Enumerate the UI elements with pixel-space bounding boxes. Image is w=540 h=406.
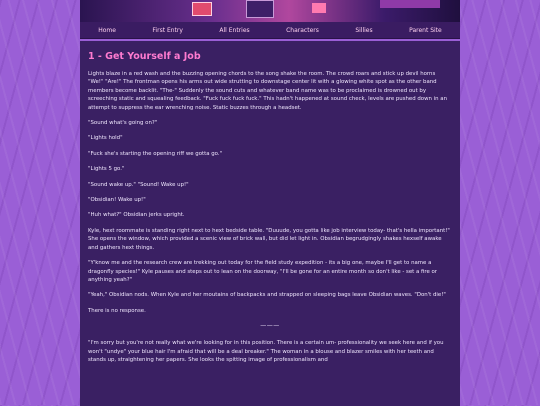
paragraph: "Yeah," Obsidian nods. When Kyle and her moutains of backpacks and strapped on sleeping bags leave Obsidian waves. "Don't die!" <box>88 292 446 299</box>
nav-characters[interactable]: Characters <box>286 26 319 34</box>
main-nav <box>80 22 460 39</box>
header-banner-image <box>80 0 460 22</box>
nav-sillies[interactable]: Sillies <box>355 26 373 34</box>
nav-home[interactable]: Home <box>98 26 116 34</box>
chapter-title: 1 - Get Yourself a Job <box>88 51 201 62</box>
paragraph: "Lights 5 go." <box>88 166 125 173</box>
paragraph: "Sound wake up." "Sound! Wake up!" <box>88 181 189 188</box>
paragraph: "Huh what?" Obsidian jerks upright. <box>88 212 185 219</box>
paragraph: Kyle, hext roommate is standing right next to hext bedside table. "Duuude, you gotta like job interview today- that's hella important!" She opens the window, which provided a scenic view of brick wall, but did let light in. Obsidian begrudgingly shakes hexself awake and gathers hext things. <box>88 227 450 251</box>
chapter-content <box>80 41 460 406</box>
paragraph: "Lights hold" <box>88 135 123 142</box>
paragraph: "Sound what's going on?" <box>88 120 158 127</box>
nav-first-entry[interactable]: First Entry <box>152 26 183 34</box>
section-divider: ——— <box>260 322 280 330</box>
paragraph: There is no response. <box>88 307 146 314</box>
nav-all-entries[interactable]: All Entries <box>219 26 250 34</box>
paragraph: "Fuck she's starting the opening riff we gotta go." <box>88 150 223 157</box>
neon-sign-decoration <box>312 3 326 13</box>
paragraph: "Y'know me and the research crew are trekking out today for the field study expedition - its a big one, maybe I'll get to name a dragonfly species!" Kyle pauses and steps out to lean on the doorway, "I'll be gone for an entire month so don't like - set a fire or anything yeah?" <box>88 260 438 283</box>
neon-sign-decoration <box>192 2 212 16</box>
neon-sign-decoration <box>380 0 440 8</box>
paragraph: "I'm sorry but you're not really what we're looking for in this position. There is a certain um- professionality we seek here and if you won't "undye" your blue hair I'm afraid that will be a deal breaker." The woman in a blouse and blazer smiles with her teeth and stands up, straightening her papers. She looks the spitting image of professionalism and <box>88 340 444 363</box>
nav-parent-site[interactable]: Parent Site <box>409 26 442 34</box>
page-wrapper <box>80 0 460 405</box>
paragraph: Lights blaze in a red wash and the buzzing opening chords to the song shake the room. The crowd roars and stick up devil horns "We!" "Are!" The frontman opens his arms out wide strutting to downstage center lit with a glowing white spot as the other band members become backlit. "The-" Suddenly the sound cuts and whatever band name was to be proclaimed is drowned out by screeching static and squealing feedback. "Fuck fuck fuck fuck." This hadn't happened at sound check, levels are pushed down in an attempt to suppress the ear wrenching noise. Static buzzes through a headset. <box>88 71 447 111</box>
paragraph: "Obsidian! Wake up!" <box>88 197 146 204</box>
neon-sign-decoration <box>246 0 274 18</box>
